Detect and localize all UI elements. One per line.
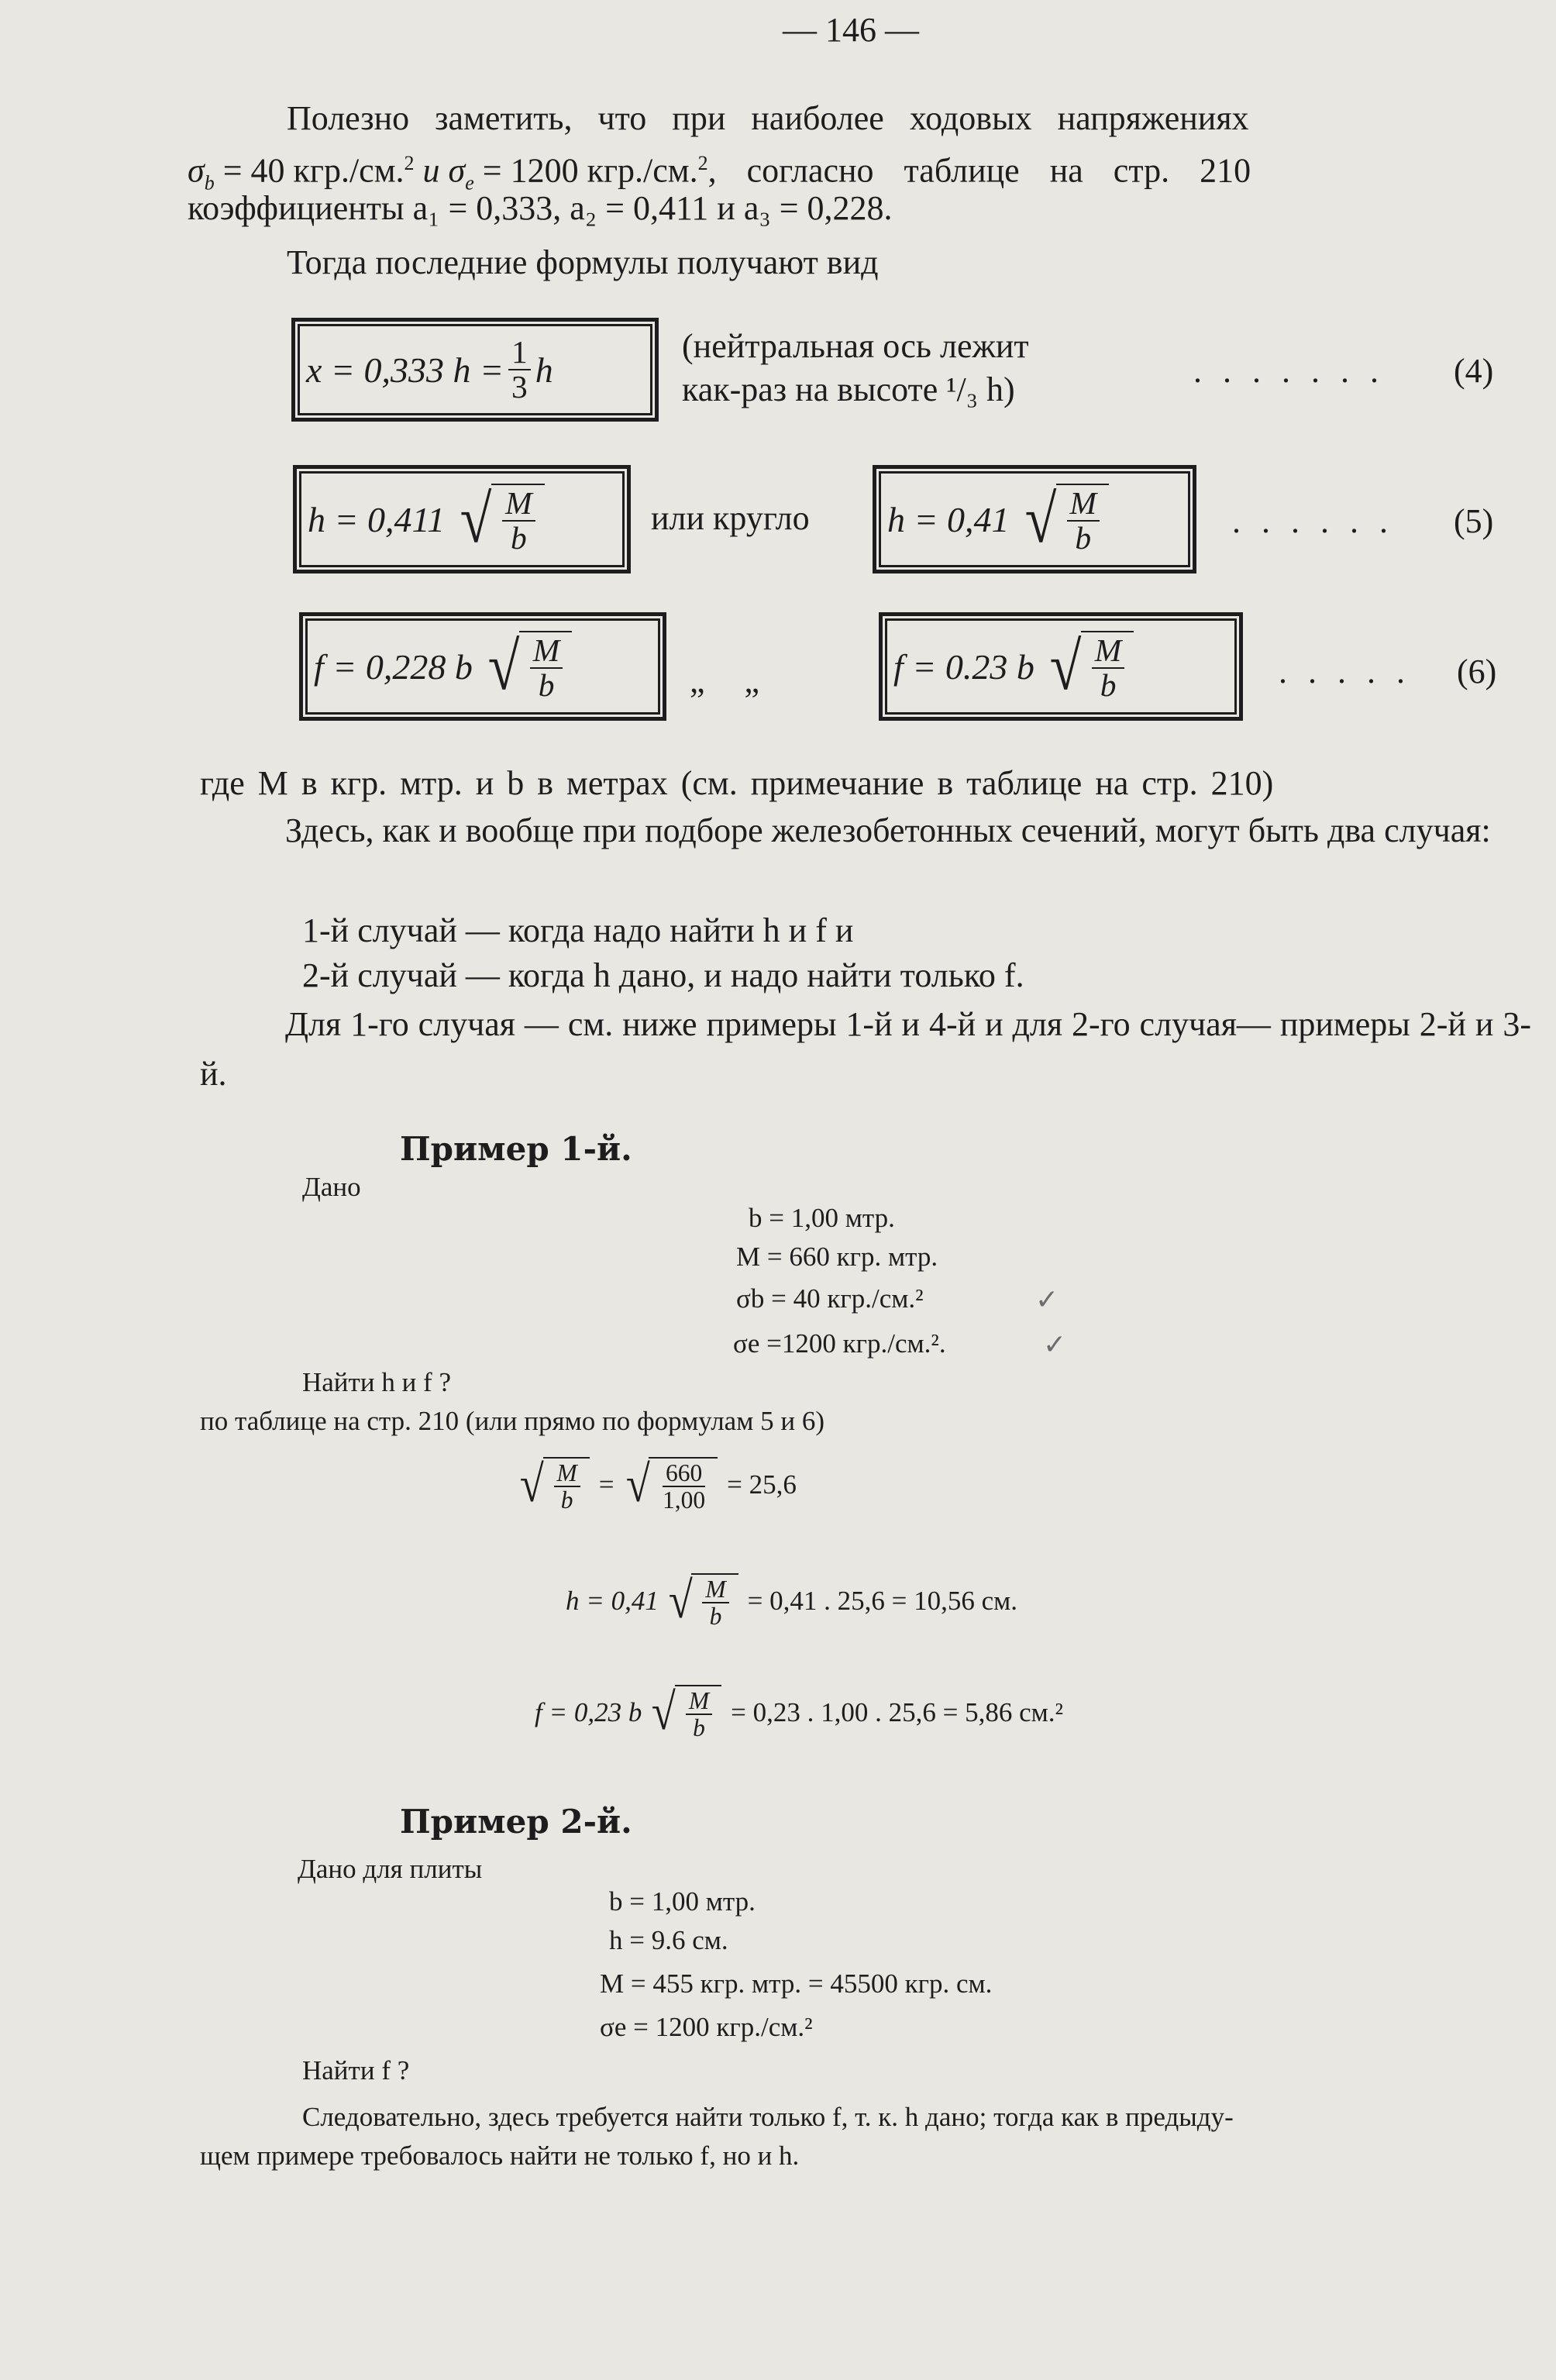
para3: где M в кгр. мтр. и b в метрах (см. примечание в таблице на стр. 210) <box>200 764 1274 802</box>
example1-eq2-num: M <box>702 1576 728 1603</box>
formula-5-fraction <box>502 484 535 556</box>
example2-given-m: M = 455 кгр. мтр. = 45500 кгр. см. <box>600 1968 993 1999</box>
formula-5-sqrt <box>457 481 544 557</box>
example1-eq1 <box>518 1457 797 1513</box>
sqrt-icon: √ <box>487 629 520 704</box>
formula-6-lhs: f = 0,228 b <box>314 646 473 687</box>
example1-given-b: b = 1,00 мтр. <box>749 1203 895 1233</box>
formula-6-rounded-fraction <box>1092 634 1124 703</box>
formula-6-dots: . . . . . <box>1279 653 1411 691</box>
check-mark-icon: ✓ <box>1035 1284 1059 1315</box>
example1-eq2 <box>566 1573 1017 1629</box>
example1-eq3-frac <box>686 1688 712 1741</box>
formula-5-rounded-lhs: h = 0,41 <box>887 499 1010 539</box>
formula-4-den: 3 <box>511 369 528 405</box>
example1-eq3-num: M <box>686 1688 712 1715</box>
formula-6-sqrt <box>485 631 572 703</box>
example1-eq3-lhs: f = 0,23 b <box>535 1697 642 1728</box>
formula-5-num: M <box>502 487 535 522</box>
sqrt-icon: √ <box>668 1572 693 1629</box>
example2-title: Пример 2-й. <box>400 1803 632 1841</box>
example1-eq3-result: = 0,23 . 1,00 . 25,6 = 5,86 см.² <box>731 1697 1063 1728</box>
formula-4-note-line1: (нейтральная ось лежит <box>682 327 1029 365</box>
para4: Здесь, как и вообще при подборе железобетонных сечений, могут быть два случая: <box>285 811 1491 849</box>
formula-4-lhs: x = 0,333 h = <box>306 350 504 390</box>
example1-title: Пример 1-й. <box>400 1130 632 1168</box>
example1-eq1-den1: b <box>560 1486 573 1514</box>
example1-eq1-frac2 <box>659 1460 708 1513</box>
formula-5-lhs: h = 0,411 <box>308 499 446 539</box>
formula-4-num: 1 <box>508 336 531 370</box>
example1-eq1-frac1 <box>554 1460 580 1513</box>
formula-6-den: b <box>538 667 555 703</box>
formula-5-rounded-sqrt <box>1022 481 1109 557</box>
page-number: — 146 — <box>783 11 919 49</box>
example1-eq3-sqrt <box>649 1685 721 1741</box>
example1-given-m: M = 660 кгр. мтр. <box>736 1242 938 1272</box>
formula-4-fraction <box>508 333 531 405</box>
formula-6-rounded-sqrt <box>1047 631 1134 703</box>
sqrt-icon: √ <box>1024 481 1056 557</box>
formula-6-rounded-lhs: f = 0.23 b <box>893 646 1034 687</box>
example2-given-label: Дано для плиты <box>298 1854 483 1884</box>
sqrt-icon: √ <box>460 481 492 557</box>
sup-2a: 2 <box>404 152 415 174</box>
formula-5-rounded-den: b <box>1075 520 1092 556</box>
example2-find: Найти f ? <box>302 2055 410 2086</box>
para2: Тогда последние формулы получают вид <box>287 243 879 281</box>
formula-5-dots: . . . . . . <box>1232 502 1394 540</box>
formula-5-or-label: или кругло <box>651 499 810 537</box>
example1-find: Найти h и f ? <box>302 1367 451 1397</box>
formula-5-rounded-fraction <box>1067 484 1100 556</box>
example2-given-b: b = 1,00 мтр. <box>609 1886 756 1917</box>
formula-4-box <box>291 318 659 422</box>
para1-line3: коэффициенты a₁ = 0,333, a₂ = 0,411 и a₃ = 0,228. <box>188 189 893 227</box>
formula-6-rounded-num: M <box>1092 634 1124 669</box>
formula-6-num: M <box>530 634 563 669</box>
example1-eq2-frac <box>702 1576 728 1629</box>
sqrt-icon: √ <box>519 1455 544 1513</box>
formula-6-ditto: „ „ <box>690 662 760 700</box>
example1-eq1-sqrt2 <box>624 1457 718 1513</box>
check-mark-icon: ✓ <box>1043 1329 1067 1360</box>
formula-6-rounded-den: b <box>1100 667 1117 703</box>
example1-eq1-sqrt1 <box>518 1457 590 1513</box>
example2-conclusion-line2: щем примере требовалось найти не только f, но и h. <box>200 2141 800 2171</box>
example2-given-h: h = 9.6 см. <box>609 1925 728 1955</box>
sup-2b: 2 <box>697 152 708 174</box>
example1-eq3-den: b <box>693 1714 705 1742</box>
formula-4-note-line2: как-раз на высоте ¹/₃ h) <box>682 370 1015 408</box>
example1-eq1-result: = 25,6 <box>727 1469 797 1500</box>
example1-eq1-equals: = <box>598 1469 614 1500</box>
sigma-b-sub: b <box>204 171 215 195</box>
para5: Для 1-го случая — см. ниже примеры 1-й и 4-й и для 2-го случая— примеры 2-й и 3-й. <box>200 1005 1531 1093</box>
formula-4-dots: . . . . . . . <box>1193 352 1385 390</box>
example1-eq1-num1: M <box>554 1460 580 1487</box>
example1-given-sigma-b: σb = 40 кгр./см.² <box>736 1283 924 1314</box>
sigma-b-value: = 40 кгр./см. <box>214 151 404 190</box>
formula-4-number: (4) <box>1454 352 1494 390</box>
formula-5-number: (5) <box>1454 502 1494 540</box>
sigma-e-value: = 1200 кгр./см. <box>473 151 698 190</box>
formula-6-fraction <box>530 634 563 703</box>
example1-eq3 <box>535 1685 1063 1741</box>
sigma-e-symbol: и σ <box>414 151 466 190</box>
example1-given-label: Дано <box>302 1172 361 1202</box>
sqrt-icon: √ <box>625 1455 650 1513</box>
formula-5-box <box>293 465 631 573</box>
example2-conclusion-line1: Следовательно, здесь требуется найти только f, т. к. h дано; тогда как в предыду- <box>302 2102 1234 2132</box>
sigma-b-symbol: σ <box>188 151 205 190</box>
formula-4-tail: h <box>535 350 553 390</box>
sigma-e-sub: e <box>465 171 474 195</box>
example1-given-sigma-e: σe =1200 кгр./см.². <box>733 1328 946 1359</box>
formula-6-number: (6) <box>1457 653 1497 691</box>
example1-eq2-sqrt <box>666 1573 738 1629</box>
example1-eq2-lhs: h = 0,41 <box>566 1586 659 1617</box>
example1-eq1-num2: 660 <box>663 1460 705 1487</box>
para1-line1: Полезно заметить, что при наиболее ходовых напряжениях <box>287 99 1249 137</box>
formula-5-rounded-box <box>873 465 1196 573</box>
formula-6-rounded-box <box>879 612 1243 721</box>
formula-5-rounded-num: M <box>1067 487 1100 522</box>
example2-given-sigma-e: σe = 1200 кгр./см.² <box>600 2012 813 2042</box>
formula-5-den: b <box>511 520 527 556</box>
example1-eq1-den2: 1,00 <box>663 1486 706 1514</box>
formula-6-box <box>299 612 666 721</box>
example1-table-ref: по таблице на стр. 210 (или прямо по формулам 5 и 6) <box>200 1406 824 1436</box>
example1-eq2-den: b <box>709 1603 722 1631</box>
sqrt-icon: √ <box>1049 629 1082 704</box>
example1-eq2-result: = 0,41 . 25,6 = 10,56 см. <box>747 1586 1018 1617</box>
case1: 1-й случай — когда надо найти h и f и <box>302 911 854 949</box>
sqrt-icon: √ <box>652 1683 676 1741</box>
case2: 2-й случай — когда h дано, и надо найти только f. <box>302 956 1024 994</box>
para1-line2-tail: , согласно таблице на стр. 210 <box>707 151 1251 190</box>
